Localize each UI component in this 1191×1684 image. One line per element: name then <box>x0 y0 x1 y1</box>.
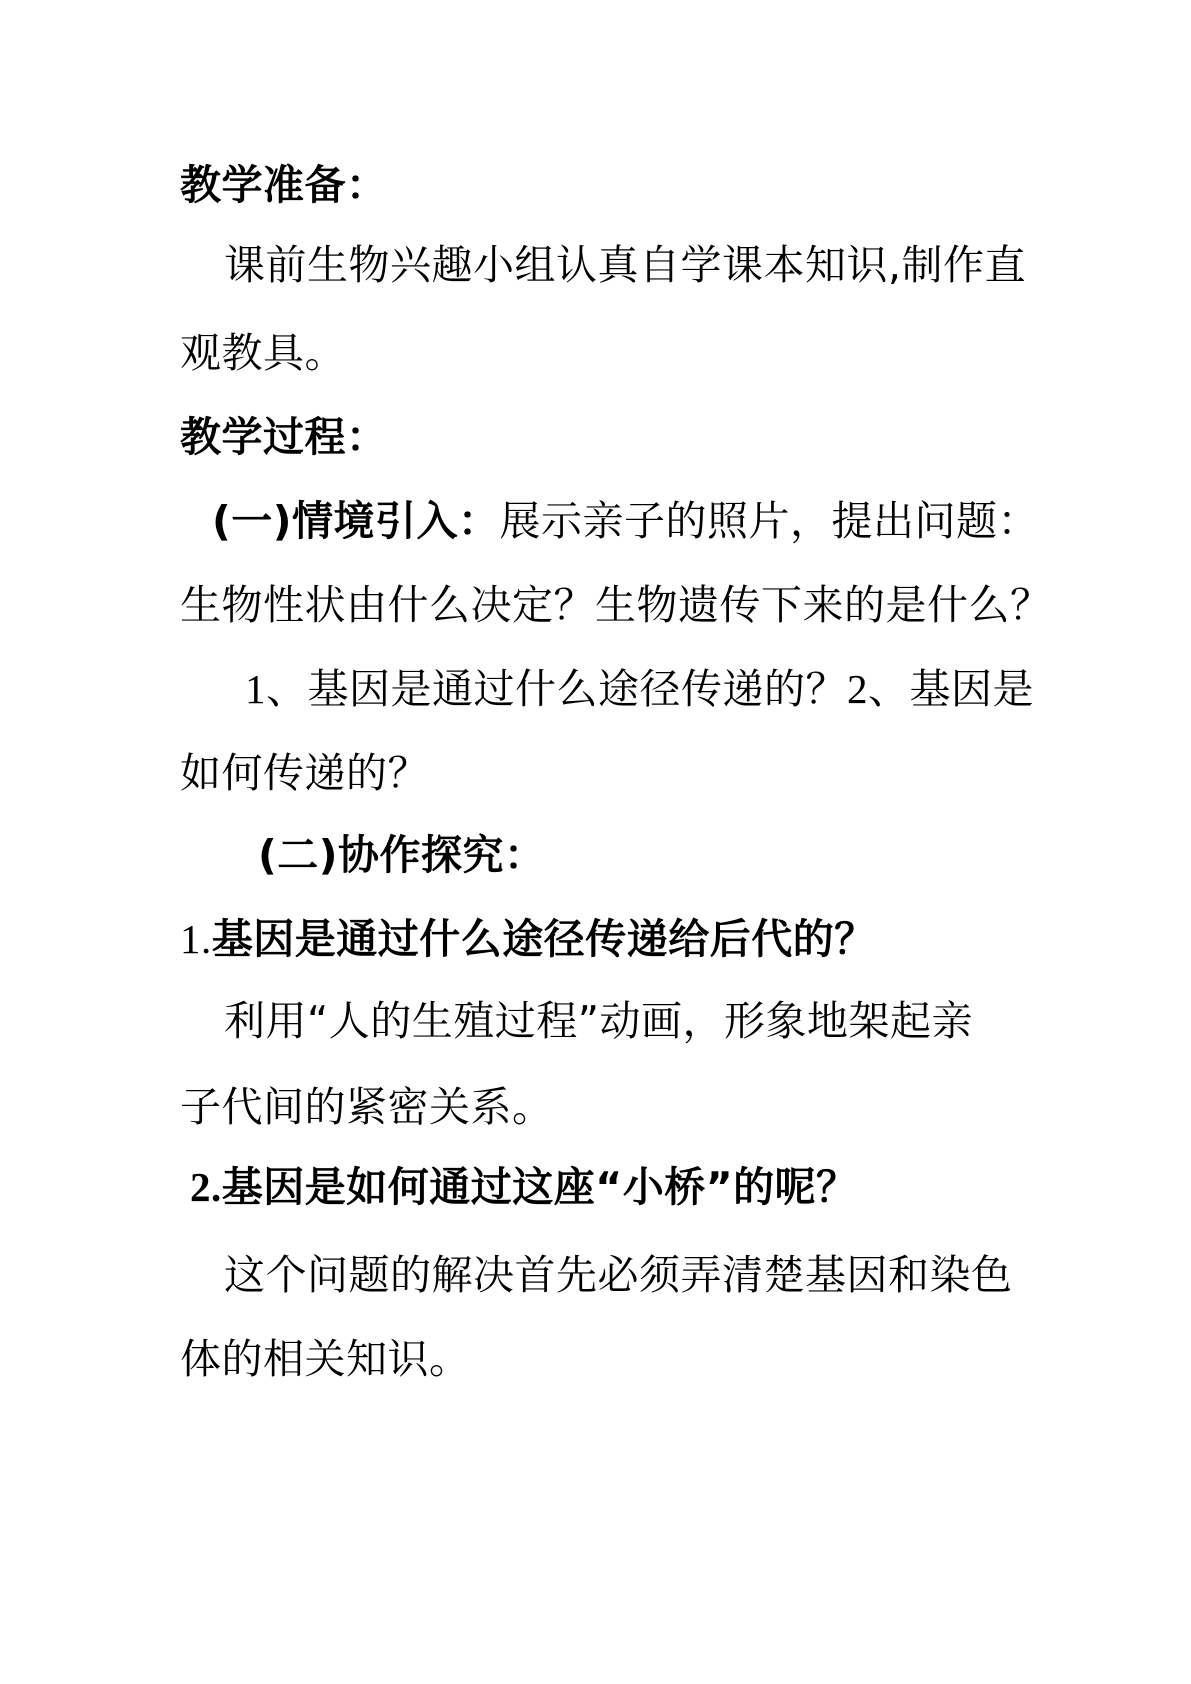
item-1-title: 基因是通过什么途径传递给后代的？ <box>211 915 876 963</box>
intro-text: 展示亲子的照片，提出问题： <box>499 497 1039 545</box>
questions-line-2: 如何传递的？ <box>180 749 429 797</box>
prep-paragraph-line-2: 观教具。 <box>180 329 346 377</box>
item-2-body-line-1: 这个问题的解决首先必须弄清楚基因和染色 <box>224 1251 1013 1299</box>
questions-line-1 <box>245 664 1034 714</box>
question-2-number: 2 <box>847 666 868 712</box>
prep-paragraph-line-1: 课前生物兴趣小组认真自学课本知识,制作直 <box>224 241 1027 289</box>
teaching-prep-heading: 教学准备： <box>180 161 388 209</box>
item-1-body-line-2: 子代间的紧密关系。 <box>180 1083 554 1131</box>
collaborative-exploration-heading: (二)协作探究： <box>258 831 546 879</box>
intro-paragraph-line-2: 生物性状由什么决定？生物遗传下来的是什么？ <box>180 581 1052 629</box>
item-2-body-line-2: 体的相关知识。 <box>180 1335 471 1383</box>
intro-label: (一)情境引入： <box>212 497 500 545</box>
question-1-number: 1 <box>245 666 266 712</box>
item-1-heading <box>180 914 876 964</box>
question-2-text: 、基因是 <box>868 665 1034 713</box>
item-1-number: 1. <box>180 916 212 962</box>
item-1-body-line-1: 利用“人的生殖过程”动画，形象地架起亲 <box>224 997 973 1045</box>
question-1-text: 、基因是通过什么途径传递的？ <box>266 665 847 713</box>
item-2-number: 2. <box>190 1164 222 1210</box>
item-2-heading <box>190 1162 858 1212</box>
item-2-title: 基因是如何通过这座“小桥”的呢？ <box>221 1163 858 1211</box>
intro-paragraph-line-1 <box>212 496 1039 546</box>
teaching-process-heading: 教学过程： <box>180 413 388 461</box>
